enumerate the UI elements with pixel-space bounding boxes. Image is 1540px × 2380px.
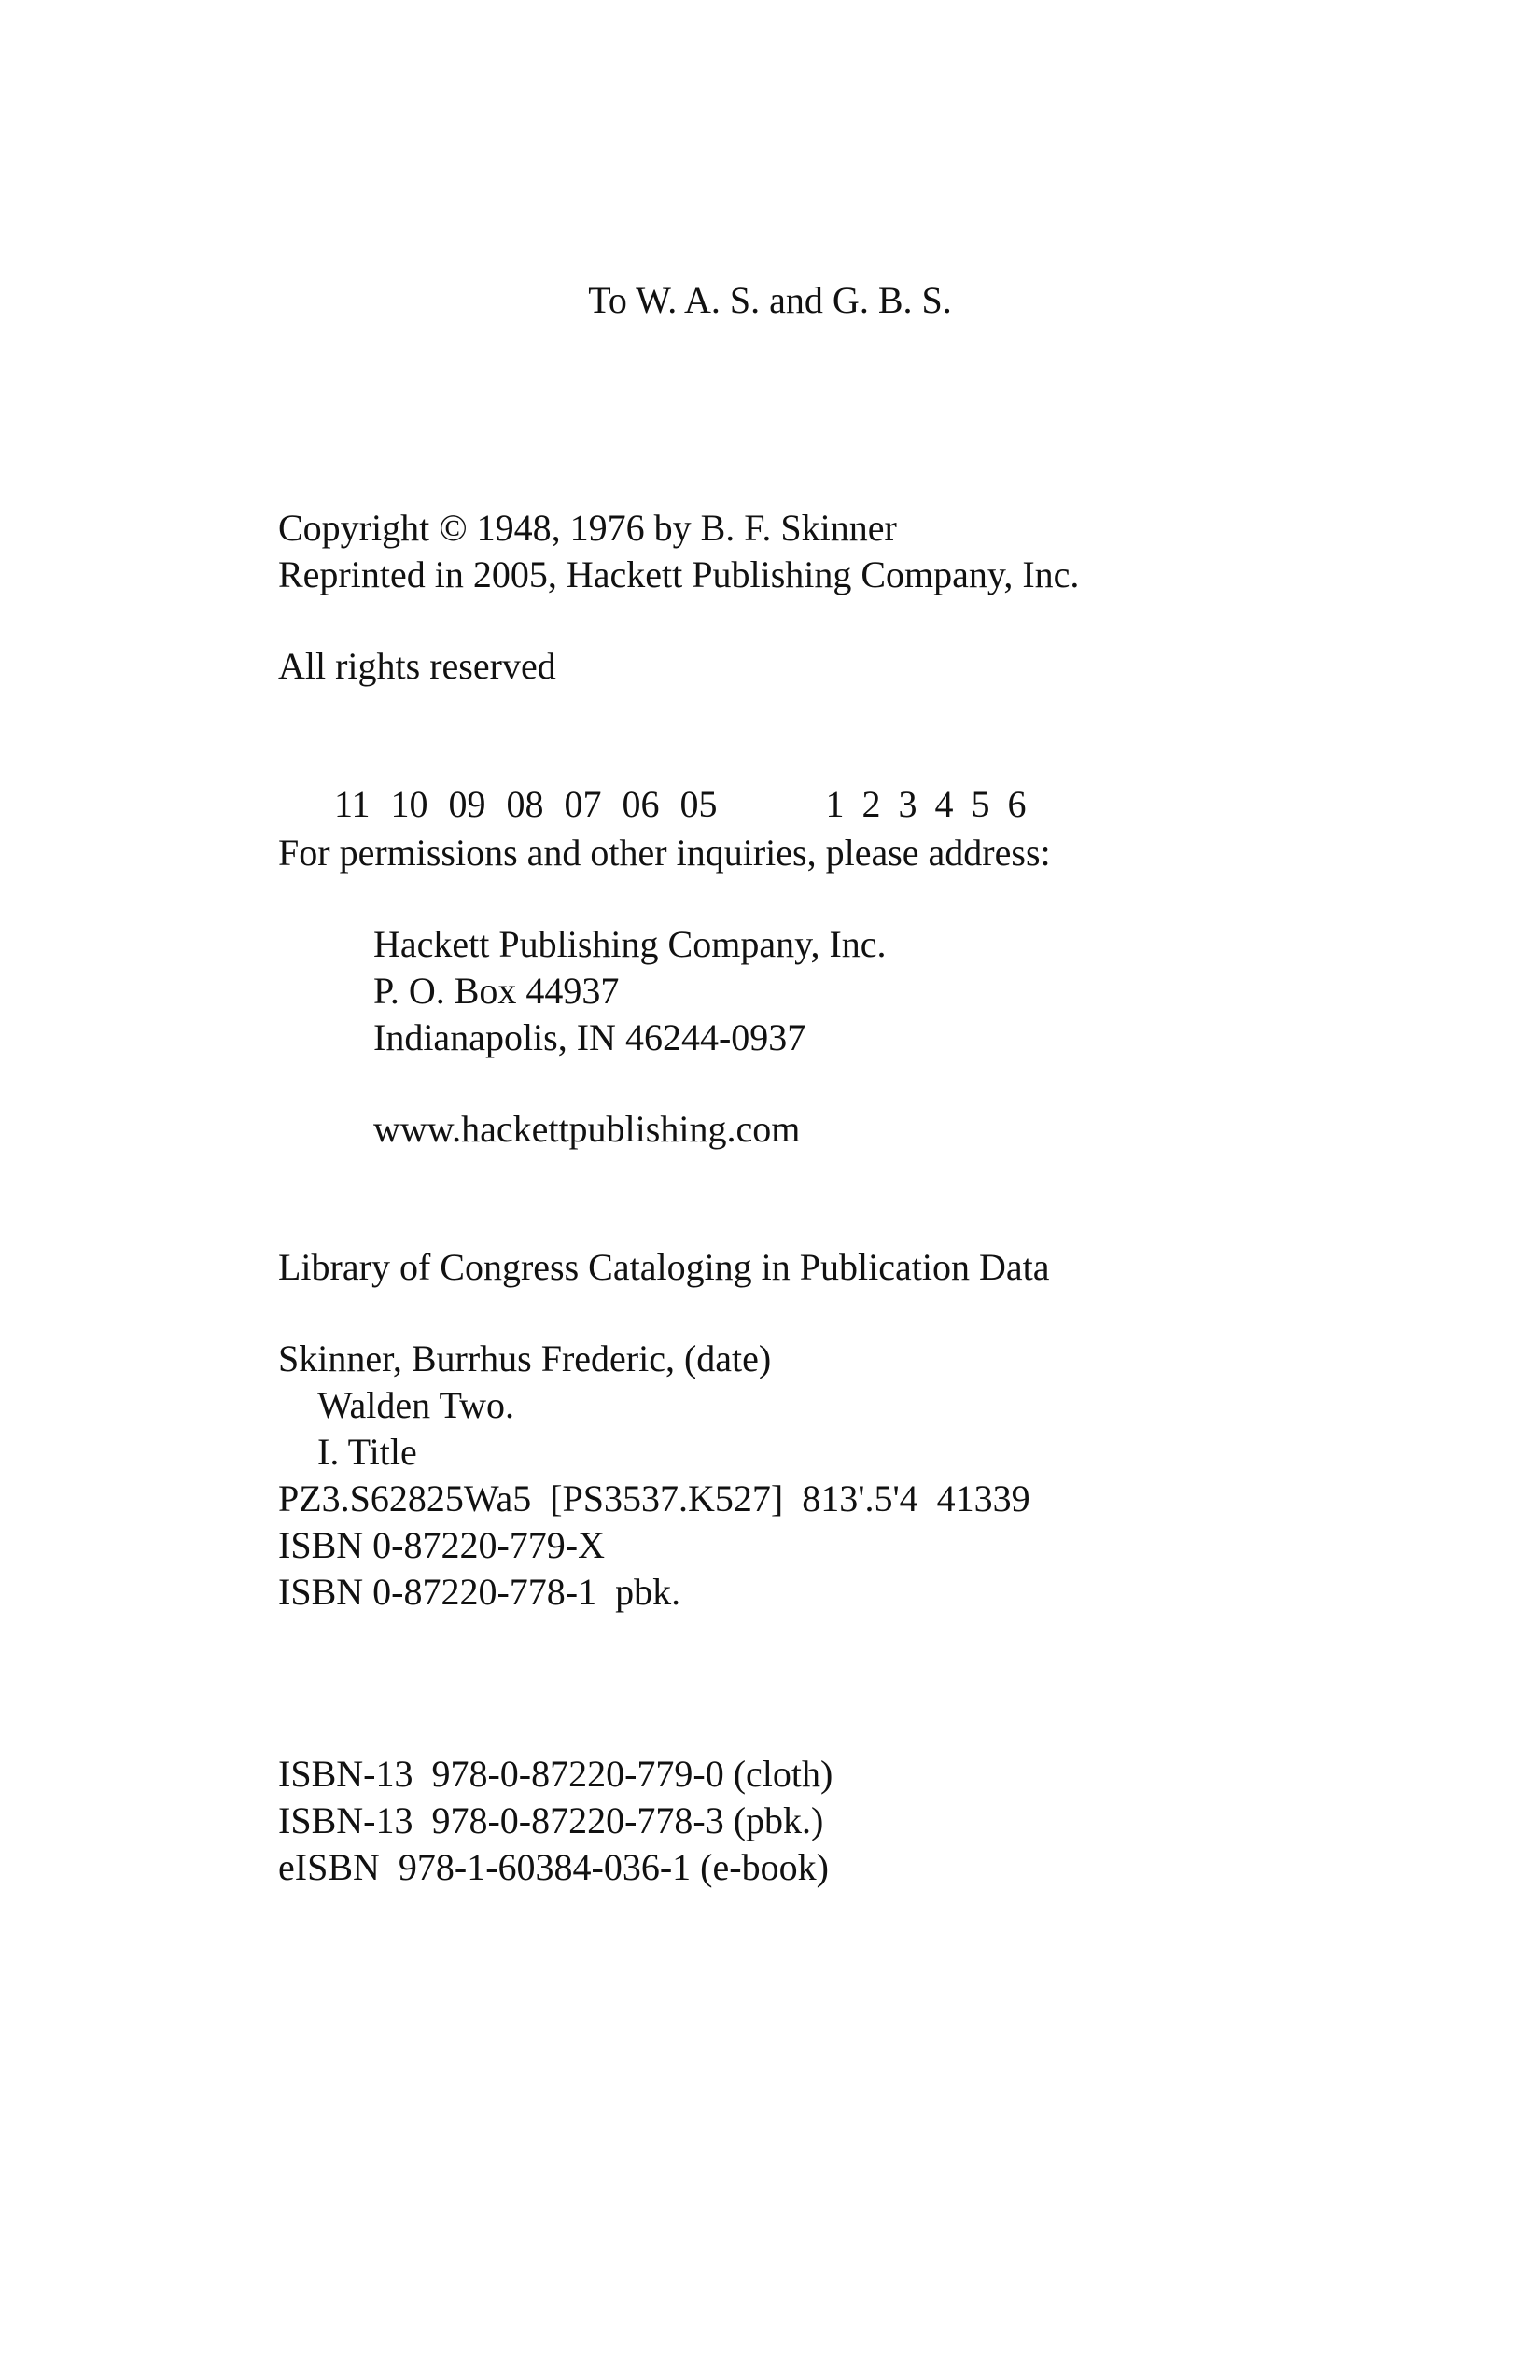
cip-subject: I. Title: [317, 1431, 417, 1473]
impression-number: 1: [825, 783, 845, 825]
permissions-intro: For permissions and other inquiries, please address:: [278, 832, 1051, 874]
year-number: 07: [564, 783, 602, 825]
impression-number: 3: [898, 783, 917, 825]
rights-reserved: All rights reserved: [278, 645, 556, 687]
eisbn-ebook: eISBN 978-1-60384-036-1 (e-book): [278, 1846, 829, 1888]
cip-isbn-pbk: ISBN 0-87220-778-1 pbk.: [278, 1571, 681, 1613]
impression-number: 4: [934, 783, 954, 825]
publisher-website: www.hackettpublishing.com: [373, 1108, 801, 1150]
isbn13-pbk: ISBN-13 978-0-87220-778-3 (pbk.): [278, 1799, 824, 1841]
publisher-name: Hackett Publishing Company, Inc.: [373, 923, 887, 965]
cip-isbn-cloth: ISBN 0-87220-779-X: [278, 1524, 605, 1566]
cip-heading: Library of Congress Cataloging in Publication Data: [278, 1246, 1050, 1288]
cip-classification: PZ3.S62825Wa5 [PS3537.K527] 813'.5'4 41339: [278, 1477, 1030, 1519]
impression-number: 5: [971, 783, 990, 825]
year-number: 10: [390, 783, 428, 825]
year-number: 05: [679, 783, 718, 825]
dedication: To W. A. S. and G. B. S.: [588, 279, 952, 321]
publisher-city: Indianapolis, IN 46244-0937: [373, 1016, 806, 1058]
year-number: 06: [622, 783, 660, 825]
impression-number: 6: [1007, 783, 1027, 825]
year-number: 09: [448, 783, 486, 825]
publisher-po-box: P. O. Box 44937: [373, 970, 620, 1012]
year-number: 08: [506, 783, 544, 825]
cip-author: Skinner, Burrhus Frederic, (date): [278, 1337, 772, 1379]
cip-title: Walden Two.: [317, 1384, 514, 1426]
year-number: 11: [334, 783, 371, 825]
copyright-line: Copyright © 1948, 1976 by B. F. Skinner: [278, 507, 897, 549]
reprint-line: Reprinted in 2005, Hackett Publishing Company, Inc.: [278, 553, 1080, 595]
isbn13-cloth: ISBN-13 978-0-87220-779-0 (cloth): [278, 1753, 833, 1795]
impression-number: 2: [861, 783, 881, 825]
